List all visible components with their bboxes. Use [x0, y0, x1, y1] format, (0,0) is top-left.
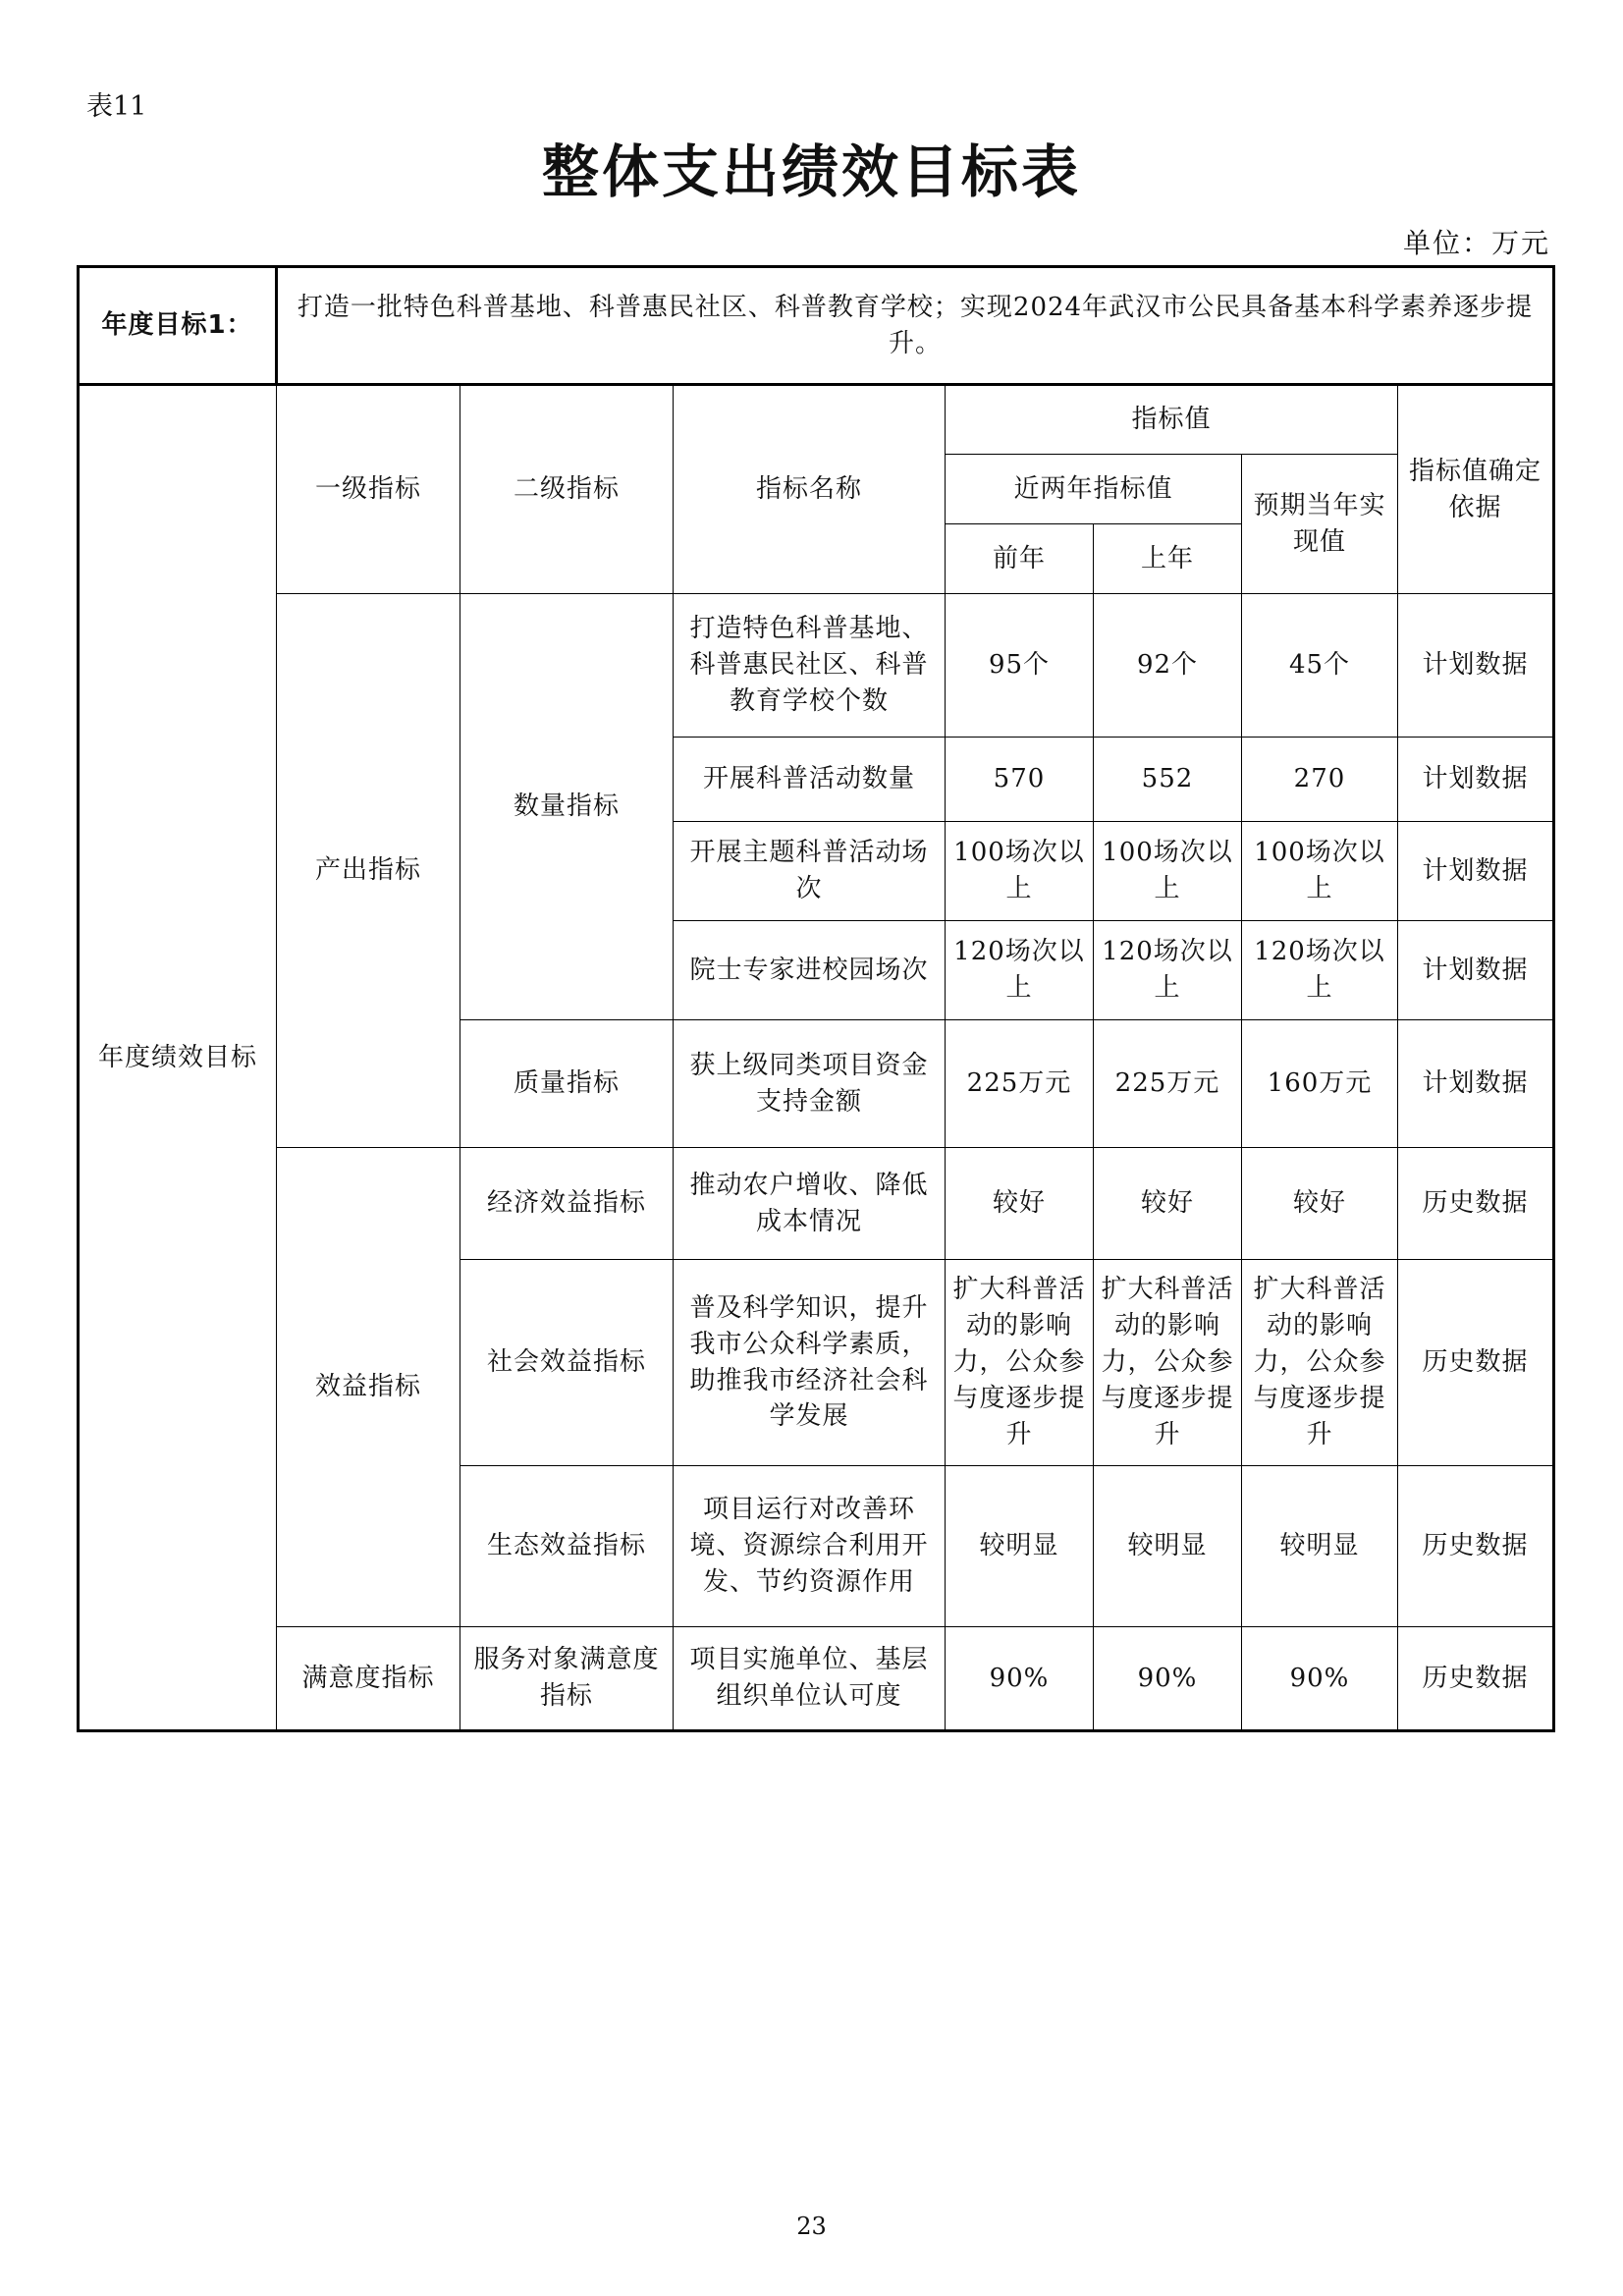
value-basis: 历史数据	[1398, 1148, 1554, 1260]
value-prev: 95个	[946, 594, 1094, 738]
group-output: 产出指标	[277, 594, 460, 1148]
header-expected: 预期当年实现值	[1242, 455, 1398, 594]
value-basis: 历史数据	[1398, 1627, 1554, 1731]
value-last: 120场次以上	[1094, 921, 1242, 1020]
section-label: 年度绩效目标	[79, 385, 277, 1731]
page-number: 23	[796, 2213, 827, 2240]
header-recent-two: 近两年指标值	[946, 455, 1242, 524]
value-basis: 计划数据	[1398, 738, 1554, 822]
value-expected: 120场次以上	[1242, 921, 1398, 1020]
indicator-name: 院士专家进校园场次	[674, 921, 946, 1020]
value-expected: 100场次以上	[1242, 822, 1398, 921]
value-basis: 计划数据	[1398, 921, 1554, 1020]
value-last: 较明显	[1094, 1466, 1242, 1627]
value-basis: 计划数据	[1398, 822, 1554, 921]
header-level1: 一级指标	[277, 385, 460, 594]
value-expected: 45个	[1242, 594, 1398, 738]
value-basis: 历史数据	[1398, 1466, 1554, 1627]
header-name: 指标名称	[674, 385, 946, 594]
value-last: 92个	[1094, 594, 1242, 738]
table-row	[79, 1148, 1554, 1260]
value-last: 225万元	[1094, 1020, 1242, 1148]
value-expected: 较明显	[1242, 1466, 1398, 1627]
indicator-name: 获上级同类项目资金支持金额	[674, 1020, 946, 1148]
header-level2: 二级指标	[460, 385, 674, 594]
group-ecological: 生态效益指标	[460, 1466, 674, 1627]
indicator-name: 项目运行对改善环境、资源综合利用开发、节约资源作用	[674, 1466, 946, 1627]
table-row	[79, 594, 1554, 738]
group-quantity: 数量指标	[460, 594, 674, 1020]
value-prev: 570	[946, 738, 1094, 822]
value-prev: 100场次以上	[946, 822, 1094, 921]
group-satisfaction: 满意度指标	[277, 1627, 460, 1731]
value-basis: 历史数据	[1398, 1260, 1554, 1466]
value-prev: 225万元	[946, 1020, 1094, 1148]
value-basis: 计划数据	[1398, 1020, 1554, 1148]
goal-text: 打造一批特色科普基地、科普惠民社区、科普教育学校；实现2024年武汉市公民具备基本科学素养逐步提升。	[277, 267, 1554, 385]
goal-label: 年度目标1：	[79, 267, 277, 385]
value-prev: 120场次以上	[946, 921, 1094, 1020]
header-prev-year: 前年	[946, 524, 1094, 594]
group-economic: 经济效益指标	[460, 1148, 674, 1260]
header-basis: 指标值确定依据	[1398, 385, 1554, 594]
value-expected: 160万元	[1242, 1020, 1398, 1148]
value-last: 552	[1094, 738, 1242, 822]
page-title: 整体支出绩效目标表	[541, 138, 1081, 205]
value-prev: 扩大科普活动的影响力，公众参与度逐步提升	[946, 1260, 1094, 1466]
value-last: 扩大科普活动的影响力，公众参与度逐步提升	[1094, 1260, 1242, 1466]
unit-label: 单位：万元	[1402, 227, 1550, 259]
indicator-name: 推动农户增收、降低成本情况	[674, 1148, 946, 1260]
group-service-satisfaction: 服务对象满意度指标	[460, 1627, 674, 1731]
value-last: 100场次以上	[1094, 822, 1242, 921]
value-prev: 较明显	[946, 1466, 1094, 1627]
value-basis: 计划数据	[1398, 594, 1554, 738]
indicator-name: 打造特色科普基地、科普惠民社区、科普教育学校个数	[674, 594, 946, 738]
value-expected: 270	[1242, 738, 1398, 822]
table-number: 表11	[86, 91, 147, 122]
header-last-year: 上年	[1094, 524, 1242, 594]
table-row	[79, 1627, 1554, 1731]
group-benefit: 效益指标	[277, 1148, 460, 1627]
value-last: 较好	[1094, 1148, 1242, 1260]
indicator-name: 普及科学知识，提升我市公众科学素质，助推我市经济社会科学发展	[674, 1260, 946, 1466]
indicator-name: 开展科普活动数量	[674, 738, 946, 822]
value-expected: 扩大科普活动的影响力，公众参与度逐步提升	[1242, 1260, 1398, 1466]
group-quality: 质量指标	[460, 1020, 674, 1148]
group-social: 社会效益指标	[460, 1260, 674, 1466]
indicator-name: 项目实施单位、基层组织单位认可度	[674, 1627, 946, 1731]
indicator-name: 开展主题科普活动场次	[674, 822, 946, 921]
performance-table	[77, 265, 1555, 1732]
value-expected: 较好	[1242, 1148, 1398, 1260]
value-prev: 90%	[946, 1627, 1094, 1731]
value-last: 90%	[1094, 1627, 1242, 1731]
value-expected: 90%	[1242, 1627, 1398, 1731]
header-value-group: 指标值	[946, 385, 1398, 455]
value-prev: 较好	[946, 1148, 1094, 1260]
